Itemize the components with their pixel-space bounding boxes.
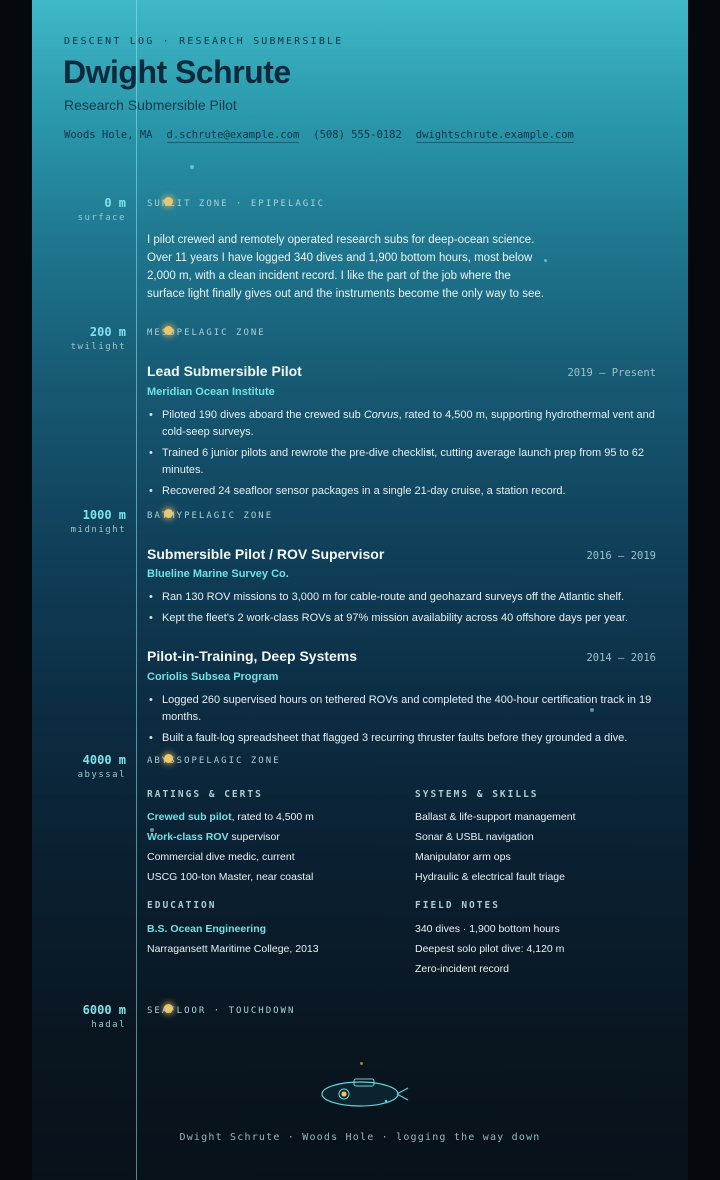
- list-item: 340 dives · 1,900 bottom hours: [415, 923, 560, 935]
- depth-meters: 4000 m: [82, 753, 126, 767]
- depth-marker-surface: [64, 196, 126, 223]
- contact-location: Woods Hole, MA: [64, 129, 153, 141]
- list-item: Crewed sub pilot, rated to 4,500 m: [147, 811, 314, 823]
- list-item: • Logged 260 supervised hours on tethered ROVs and completed the 400-hour certification track in 19 months.: [147, 692, 657, 726]
- contact-email-link[interactable]: d.schrute@example.com: [166, 129, 300, 141]
- depth-marker-hadal: [64, 1003, 126, 1030]
- contact-phone: (508) 555-0182: [313, 129, 402, 141]
- job-bullets: [147, 407, 657, 504]
- list-item: • Trained 6 junior pilots and rewrote the pre-dive checklist, cutting average launch prep from 95 to 62 minutes.: [147, 445, 657, 479]
- depth-label: hadal: [91, 1020, 126, 1030]
- ratings-list: [147, 807, 314, 887]
- contact-website-link[interactable]: dwightschrute.example.com: [415, 129, 574, 141]
- education-list: [147, 919, 319, 959]
- header-kicker: DESCENT LOG · RESEARCH SUBMERSIBLE: [64, 36, 344, 47]
- job-dates: 2014 – 2016: [586, 652, 656, 664]
- depth-label: midnight: [70, 525, 126, 535]
- list-item: B.S. Ocean Engineering: [147, 923, 267, 935]
- job-bullets: [147, 589, 657, 631]
- footer: Dwight Schrute · Woods Hole · logging the way down: [179, 1132, 541, 1143]
- summary: I pilot crewed and remotely operated research subs for deep-ocean science. Over 11 years I have logged 340 dives and 1,900 bottom hours, most below 2,000 m, with a clean incident record. I like the part of the job where the surface light finally gives out and the instruments become the only way to see.: [147, 234, 544, 300]
- list-item: • Kept the fleet's 2 work-class ROVs at 97% mission availability across 40 offshore days per year.: [147, 610, 657, 627]
- list-item: Deepest solo pilot dive: 4,120 m: [415, 943, 565, 955]
- skills-heading: SYSTEMS & SKILLS: [415, 789, 539, 800]
- list-item: Ballast & life-support management: [415, 811, 576, 823]
- list-item: Zero-incident record: [415, 963, 509, 975]
- role-title: Research Submersible Pilot: [64, 97, 237, 113]
- depth-meters: 200 m: [89, 325, 126, 339]
- depth-marker-midnight: [64, 508, 126, 535]
- depth-meters: 1000 m: [82, 508, 126, 522]
- list-item: USCG 100-ton Master, near coastal: [147, 871, 314, 883]
- education-heading: EDUCATION: [147, 900, 217, 911]
- bubble: [190, 165, 194, 169]
- ratings-heading: RATINGS & CERTS: [147, 789, 263, 800]
- list-item: Work-class ROV supervisor: [147, 831, 280, 843]
- job-title: Submersible Pilot / ROV Supervisor: [147, 546, 385, 562]
- job-org: Coriolis Subsea Program: [147, 671, 279, 683]
- list-item: • Piloted 190 dives aboard the crewed sub Corvus, rated to 4,500 m, supporting hydrothermal vent and cold-seep surveys.: [147, 407, 657, 441]
- depth-meters: 0 m: [104, 196, 126, 210]
- job-org: Blueline Marine Survey Co.: [147, 568, 289, 580]
- list-item: Hydraulic & electrical fault triage: [415, 871, 565, 883]
- job-title: Lead Submersible Pilot: [147, 363, 302, 379]
- job-dates: 2016 – 2019: [586, 550, 656, 562]
- contact-row: [64, 129, 574, 143]
- person-name: Dwight Schrute: [63, 54, 291, 90]
- depth-meters: 6000 m: [82, 1003, 126, 1017]
- depth-marker-abyssal: [64, 753, 126, 780]
- list-item: • Ran 130 ROV missions to 3,000 m for cable-route and geohazard surveys off the Atlantic shelf.: [147, 589, 657, 606]
- bubble: [360, 1062, 363, 1065]
- list-item: Sonar & USBL navigation: [415, 831, 534, 843]
- depth-label: twilight: [70, 342, 126, 352]
- submarine-icon: [320, 1076, 412, 1110]
- list-item: • Recovered 24 seafloor sensor packages in a single 21-day cruise, a station record.: [147, 483, 657, 500]
- job-dates: 2019 – Present: [567, 367, 656, 379]
- depth-line: [136, 0, 137, 1180]
- depth-marker-twilight: [64, 325, 126, 352]
- zone-label: BATHYPELAGIC ZONE: [147, 511, 274, 521]
- zone-label: MESOPELAGIC ZONE: [147, 328, 266, 338]
- list-item: Manipulator arm ops: [415, 851, 511, 863]
- vessel-name: Corvus: [363, 409, 399, 421]
- job-org: Meridian Ocean Institute: [147, 386, 275, 398]
- zone-label: SEAFLOOR · TOUCHDOWN: [147, 1006, 296, 1016]
- job-title: Pilot-in-Training, Deep Systems: [147, 648, 358, 664]
- field-notes-heading: FIELD NOTES: [415, 900, 500, 911]
- list-item: • Built a fault-log spreadsheet that flagged 3 recurring thruster faults before they grounded a dive.: [147, 730, 657, 747]
- resume-page: [32, 0, 688, 1180]
- list-item: Narragansett Maritime College, 2013: [147, 943, 319, 955]
- zone-label: ABYSSOPELAGIC ZONE: [147, 756, 281, 766]
- zone-label: SUNLIT ZONE · EPIPELAGIC: [147, 199, 326, 209]
- skills-list: [415, 807, 576, 887]
- list-item: Commercial dive medic, current: [147, 851, 295, 863]
- depth-label: surface: [77, 213, 126, 223]
- depth-label: abyssal: [77, 770, 126, 780]
- field-notes-list: [415, 919, 564, 979]
- job-bullets: [147, 692, 657, 751]
